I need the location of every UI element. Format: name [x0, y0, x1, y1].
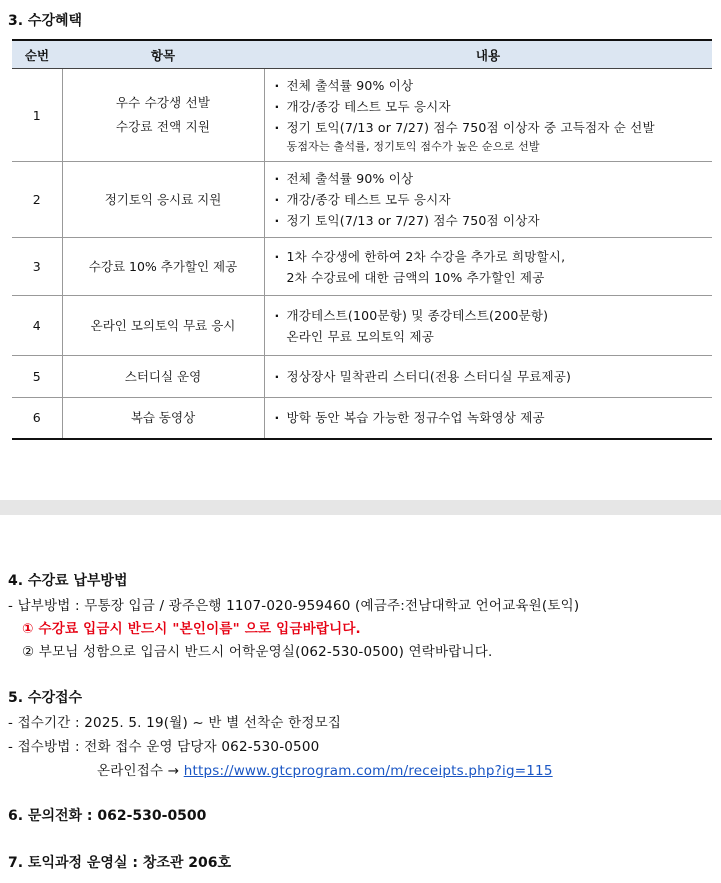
online-registration	[97, 759, 553, 779]
row-no: 6	[12, 398, 62, 439]
content-line: · 정상장사 밀착관리 스터디(전용 스터디실 무료제공)	[275, 366, 713, 387]
registration-period: - 접수기간 : 2025. 5. 19(월) ~ 반 별 선착순 한정모집	[8, 715, 342, 731]
section-5-title: 5. 수강접수	[8, 690, 83, 706]
table-row	[12, 398, 712, 439]
online-registration-label: 온라인접수 →	[97, 763, 184, 779]
content-line: · 정기 토익(7/13 or 7/27) 점수 750점 이상자 중 고득점자 순 선발	[275, 117, 713, 138]
section-3-title: 3. 수강혜택	[8, 13, 83, 29]
section-7-title: 7. 토익과정 운영실 : 창조관 206호	[8, 855, 232, 871]
item-line: 수강료 전액 지원	[115, 119, 211, 134]
header-no: 순번	[12, 40, 62, 69]
online-registration-link[interactable]: https://www.gtcprogram.com/m/receipts.php?ig=115	[183, 763, 553, 779]
content-line: · 개강테스트(100문항) 및 종강테스트(200문항)	[275, 305, 713, 326]
content-line: · 전체 출석률 90% 이상	[275, 75, 713, 96]
row-content	[264, 296, 712, 356]
row-item: 복습 동영상	[62, 398, 264, 439]
row-content	[264, 398, 712, 439]
registration-method: - 접수방법 : 전화 접수 운영 담당자 062-530-0500	[8, 739, 320, 755]
content-line: · 개강/종강 테스트 모두 응시자	[275, 96, 713, 117]
row-item: 수강료 10% 추가할인 제공	[62, 238, 264, 296]
table-row	[12, 69, 712, 162]
row-item: 정기토익 응시료 지원	[62, 162, 264, 238]
table-header-row	[12, 40, 712, 69]
payment-method: - 납부방법 : 무통장 입금 / 광주은행 1107-020-959460 (예금주:전남대학교 언어교육원(토익)	[8, 598, 580, 614]
row-no: 2	[12, 162, 62, 238]
row-content	[264, 162, 712, 238]
table-row	[12, 238, 712, 296]
section-4-title: 4. 수강료 납부방법	[8, 573, 128, 589]
benefits-table	[12, 39, 712, 440]
row-content	[264, 69, 712, 162]
payment-notice-name: ① 수강료 입금시 반드시 "본인이름" 으로 입금바랍니다.	[22, 621, 361, 637]
content-line: 온라인 무료 모의토익 제공	[286, 328, 435, 344]
content-line: · 방학 동안 복습 가능한 정규수업 녹화영상 제공	[275, 407, 713, 428]
header-item: 항목	[62, 40, 264, 69]
row-item	[62, 69, 264, 162]
content-line: · 개강/종강 테스트 모두 응시자	[275, 189, 713, 210]
row-content	[264, 356, 712, 398]
header-content: 내용	[264, 40, 712, 69]
row-content	[264, 238, 712, 296]
row-no: 1	[12, 69, 62, 162]
row-no: 4	[12, 296, 62, 356]
row-no: 3	[12, 238, 62, 296]
row-item: 스터디실 운영	[62, 356, 264, 398]
section-divider	[0, 500, 721, 515]
content-line: · 정기 토익(7/13 or 7/27) 점수 750점 이상자	[275, 210, 713, 231]
row-item: 온라인 모의토익 무료 응시	[62, 296, 264, 356]
content-note: 동점자는 출석률, 정기토익 점수가 높은 순으로 선발	[286, 139, 540, 153]
payment-notice-parent: ② 부모님 성함으로 입금시 반드시 어학운영실(062-530-0500) 연락바랍니다.	[22, 644, 493, 660]
table-row	[12, 162, 712, 238]
table-row	[12, 356, 712, 398]
section-6-title: 6. 문의전화 : 062-530-0500	[8, 808, 207, 824]
item-line: 우수 수강생 선발	[115, 95, 211, 110]
content-line: · 1차 수강생에 한하여 2차 수강을 추가로 희망할시,	[275, 246, 713, 267]
row-no: 5	[12, 356, 62, 398]
content-line: 2차 수강료에 대한 금액의 10% 추가할인 제공	[286, 269, 545, 285]
table-row	[12, 296, 712, 356]
content-line: · 전체 출석률 90% 이상	[275, 168, 713, 189]
